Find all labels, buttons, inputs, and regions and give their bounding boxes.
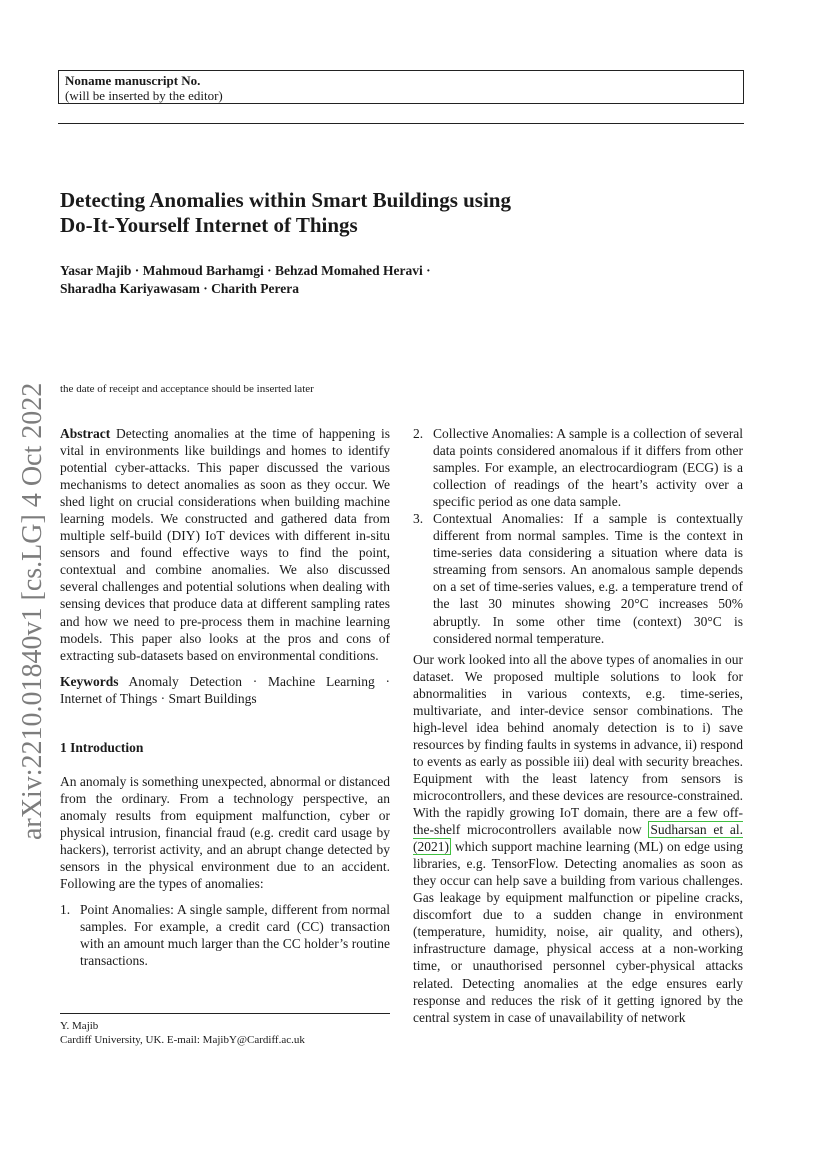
author-list (60, 262, 760, 298)
list-item-number: 2. (413, 426, 424, 441)
citation-year: (2021) (413, 839, 449, 855)
section-heading-introduction: 1 Introduction (60, 739, 144, 755)
authors-line-1: Yasar Majib · Mahmoud Barhamgi · Behzad Momahed Heravi · (60, 263, 431, 278)
paper-title (60, 188, 760, 238)
abstract-label: Abstract (60, 426, 111, 441)
header-rule (58, 123, 744, 124)
keywords (60, 673, 390, 707)
footnote-author: Y. Majib (60, 1020, 99, 1032)
anomaly-type-list-continued (413, 425, 743, 647)
list-item-number: 1. (60, 902, 71, 918)
manuscript-note: (will be inserted by the editor) (65, 88, 223, 103)
list-item (60, 901, 390, 969)
list-item (413, 425, 743, 510)
list-item-text: Collective Anomalies: A sample is a collection of several data points considered anomalous if it differs from other samples. For example, an electrocardiogram (ECG) is a collection of readings of the heart’s activity over a specific period as one data sample. (433, 426, 743, 510)
left-column (60, 425, 390, 969)
abstract (60, 425, 390, 664)
intro-paragraph: An anomaly is something unexpected, abnormal or distanced from the ordinary. From a technology perspective, an anomaly results from equipment malfunction, cyber or physical intrusion, financial fraud (e.g. credit card usage by hackers), terrorist activity, and an abrupt change detected by sensors in the physical environment due to an accident. Following are the types of anomalies: (60, 773, 390, 892)
title-line-1: Detecting Anomalies within Smart Buildings using (60, 188, 511, 212)
body-paragraph (413, 651, 743, 1026)
abstract-text: Detecting anomalies at the time of happening is vital in environments like buildings and homes to identify potential cyber-attacks. This paper discussed the various mechanisms to detect anomalies as soon as they occur. We shed light on crucial considerations when building machine learning models. We constructed and gathered data from multiple self-build (DIY) IoT devices with different in-situ sensors and found effective ways to find the point, contextual and combine anomalies. We also discussed several challenges and potential solutions when dealing with sensing devices that produce data at different sampling rates and how we need to pre-process them in machine learning models. This paper also looks at the pros and cons of extracting sub-datasets based on environmental conditions. (60, 426, 390, 663)
authors-line-2: Sharadha Kariyawasam · Charith Perera (60, 281, 299, 296)
footnote-affiliation: Cardiff University, UK. E-mail: MajibY@Cardiff.ac.uk (60, 1034, 305, 1046)
receipt-note: the date of receipt and acceptance should be inserted later (60, 383, 314, 395)
list-item-text: Contextual Anomalies: If a sample is contextually different from normal samples. Time is the context in time-series data considering a situation where data is streaming from sensors. An anomalous sample depends on a set of time-series values, e.g. a temperature trend of the last 30 minutes showing 20°C increases 50% abruptly. In some other time (context) 30°C is considered normal temperature. (433, 511, 743, 646)
paragraph-text: which support machine learning (ML) on edge using libraries, e.g. TensorFlow. Detecting anomalies as soon as they occur can help save a building from various challenges. Gas leakage by equipment malfunction or pipeline cracks, discomfort due to a sudden change in environment (temperature, humidity, noise, air quality, and others), infrastructure damage, physical access at a non-working time, or unauthorised personnel cyber-physical attacks related. Detecting anomalies at the edge ensures early response and reduces the risk of it getting ignored by the central system in case of unavailability of network (413, 839, 743, 1025)
footnote (60, 1019, 390, 1047)
citation-authors: Sudharsan et al. (650, 822, 743, 838)
right-column (413, 425, 743, 1026)
keywords-text: Anomaly Detection · Machine Learning · Internet of Things · Smart Buildings (60, 673, 390, 706)
manuscript-number: Noname manuscript No. (65, 73, 201, 88)
paragraph-text: Our work looked into all the above types of anomalies in our dataset. We proposed multiple solutions to look for abnormalities in various contexts, e.g. time-series, multivariate, and inter-device sensor combinations. The high-level idea behind anomaly detection is to i) save resources by finding faults in systems in advance, ii) respond to events as early as possible iii) deal with security breaches. Equipment with the least latency from sensors is microcontrollers, and these devices are resource-constrained. With the rapidly growing IoT domain, there are a few off-the-shelf microcontrollers available now (413, 651, 743, 838)
keywords-label: Keywords (60, 673, 119, 689)
title-line-2: Do-It-Yourself Internet of Things (60, 213, 358, 237)
list-item-text: Point Anomalies: A single sample, different from normal samples. For example, a credit card (CC) transaction with an amount much larger than the CC holder’s routine transactions. (80, 902, 390, 969)
manuscript-box (58, 70, 744, 104)
arxiv-identifier: arXiv:2210.01840v1 [cs.LG] 4 Oct 2022 (17, 382, 48, 840)
anomaly-type-list (60, 901, 390, 969)
footnote-rule (60, 1013, 390, 1014)
list-item-number: 3. (413, 511, 424, 527)
list-item (413, 510, 743, 646)
